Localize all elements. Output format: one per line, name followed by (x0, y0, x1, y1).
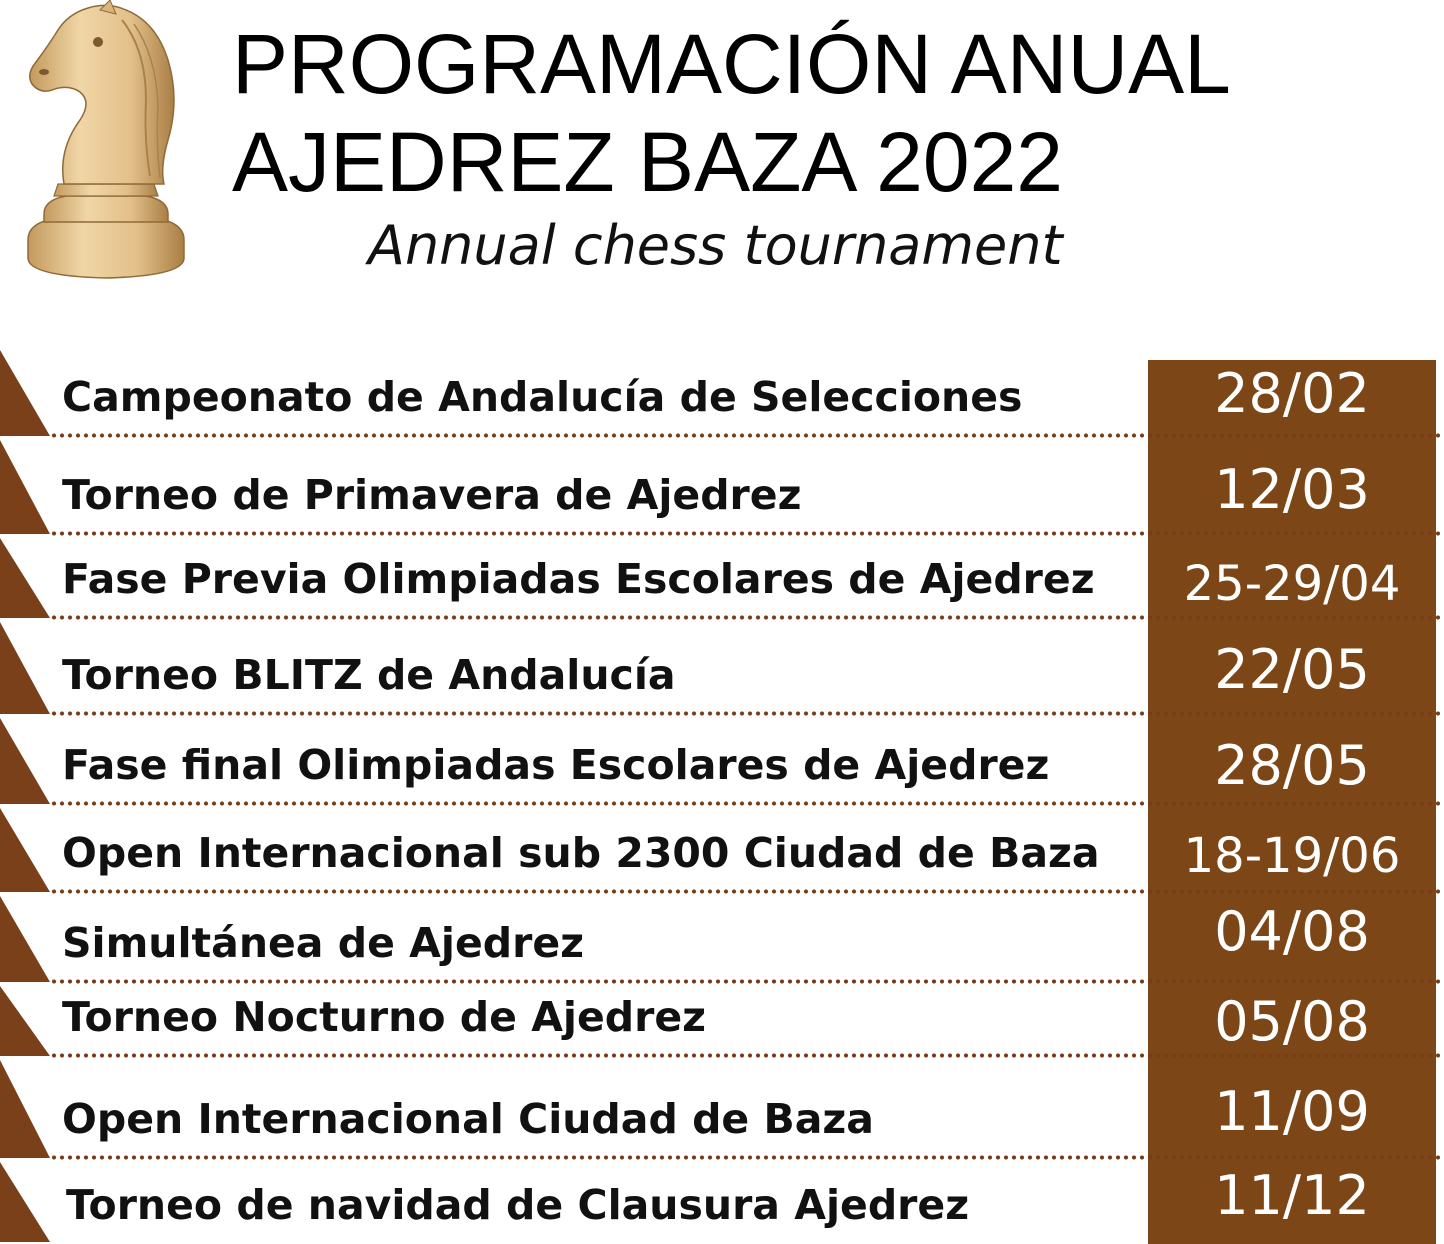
triangle-marker-icon (0, 350, 52, 438)
dotted-divider (50, 979, 1440, 984)
page-subtitle: Annual chess tournament (368, 214, 1063, 277)
triangle-marker-icon (0, 538, 52, 620)
triangle-marker-icon (0, 896, 52, 984)
event-row (0, 622, 1444, 716)
dotted-divider (50, 615, 1440, 620)
event-row (0, 1162, 1444, 1244)
event-date: 11/09 (1214, 1080, 1370, 1143)
page-title-line-1: PROGRAMACIÓN ANUAL (232, 17, 1231, 111)
event-name: Fase Previa Olimpiadas Escolares de Ajedrez (62, 555, 1095, 603)
event-date: 18-19/06 (1183, 828, 1401, 884)
dotted-divider (50, 433, 1440, 438)
dotted-divider (50, 889, 1440, 894)
chess-knight-icon (18, 0, 190, 282)
dotted-divider (50, 801, 1440, 806)
event-name: Simultánea de Ajedrez (62, 919, 585, 967)
event-row (0, 440, 1444, 536)
triangle-marker-icon (0, 622, 52, 716)
event-date: 12/03 (1214, 458, 1370, 521)
dotted-divider (50, 531, 1440, 536)
event-row (0, 808, 1444, 894)
event-date: 11/12 (1214, 1164, 1370, 1227)
triangle-marker-icon (0, 808, 52, 894)
dotted-divider (50, 1053, 1440, 1058)
dotted-divider (50, 1155, 1440, 1160)
event-name: Open Internacional Ciudad de Baza (62, 1095, 874, 1143)
triangle-marker-icon (0, 1060, 52, 1160)
event-name: Fase final Olimpiadas Escolares de Ajedrez (62, 741, 1050, 789)
event-date: 22/05 (1214, 638, 1370, 701)
triangle-marker-icon (0, 718, 52, 806)
triangle-marker-icon (0, 1162, 52, 1244)
dotted-divider (50, 711, 1440, 716)
event-date: 05/08 (1214, 990, 1370, 1053)
event-row (0, 1060, 1444, 1160)
event-row (0, 350, 1444, 438)
event-date: 28/02 (1214, 362, 1370, 425)
event-row (0, 896, 1444, 984)
event-date: 04/08 (1214, 900, 1370, 963)
event-date: 25-29/04 (1183, 556, 1401, 612)
page-title-line-2: AJEDREZ BAZA 2022 (232, 115, 1064, 209)
event-date: 28/05 (1214, 734, 1370, 797)
event-row (0, 986, 1444, 1058)
event-row (0, 538, 1444, 620)
event-name: Torneo de Primavera de Ajedrez (62, 471, 802, 519)
event-row (0, 718, 1444, 806)
triangle-marker-icon (0, 440, 52, 536)
event-name: Torneo BLITZ de Andalucía (62, 651, 676, 699)
triangle-marker-icon (0, 986, 52, 1058)
event-name: Torneo de navidad de Clausura Ajedrez (66, 1181, 970, 1229)
event-name: Torneo Nocturno de Ajedrez (62, 993, 707, 1041)
event-name: Open Internacional sub 2300 Ciudad de Baza (62, 829, 1100, 877)
event-name: Campeonato de Andalucía de Selecciones (62, 373, 1023, 421)
